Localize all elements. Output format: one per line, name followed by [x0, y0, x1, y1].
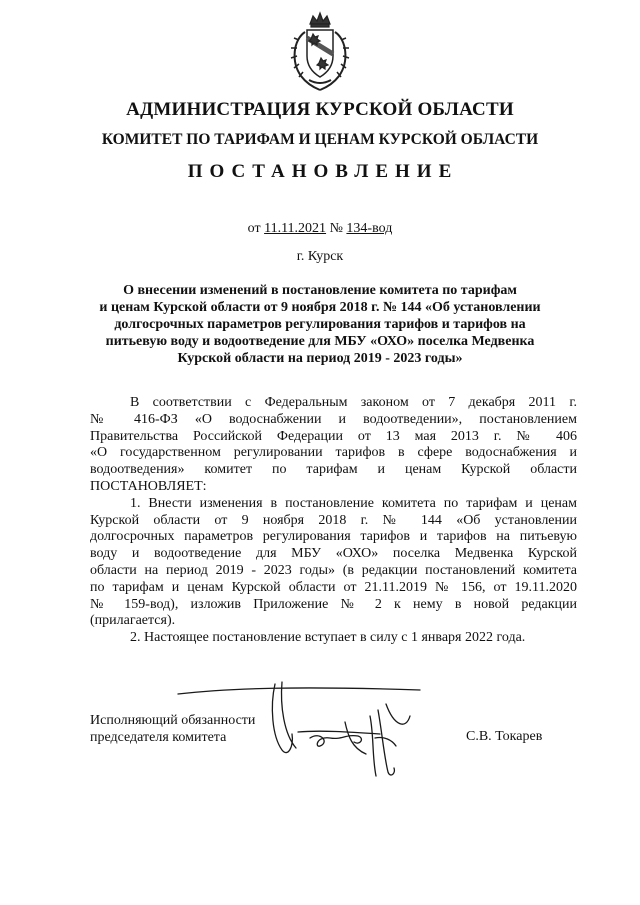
coat-of-arms-emblem	[285, 10, 355, 92]
body-line: долгосрочных параметров регулирования тарифов и тарифов на питьевую	[90, 529, 577, 545]
body-line: ПОСТАНОВЛЯЕТ:	[90, 478, 207, 494]
body-line: (прилагается).	[90, 613, 176, 629]
body-line: 1. Внести изменения в постановление комитета по тарифам и ценам	[130, 495, 577, 511]
body-line: В соответствии с Федеральным законом от 7 декабря 2011 г.	[130, 395, 577, 410]
body-line: водоотведения» комитет по тарифам и ценам Курской области	[90, 462, 577, 478]
body-line: № 159-вод), изложив Приложение № 2 к нему в новой редакции	[90, 596, 577, 612]
body-line: области на период 2019 - 2023 годы» (в редакции постановлений комитета	[90, 562, 577, 578]
body-line: воду и водоотведение для МБУ «ОХО» поселка Медвенка Курской	[90, 546, 577, 562]
document-type-heading: ПОСТАНОВЛЕНИЕ	[187, 161, 459, 182]
signatory-position-line: председателя комитета	[90, 730, 227, 745]
date-prefix: от	[247, 221, 261, 236]
body-line: «О государственном регулировании тарифов в сфере водоснабжения и	[90, 445, 577, 461]
document-date: 11.11.2021	[264, 221, 327, 236]
document-title	[80, 282, 560, 367]
city-line: г. Курск	[296, 249, 344, 264]
signatory-position	[90, 712, 255, 746]
title-line: Курской области на период 2019 - 2023 годы»	[177, 351, 463, 366]
organization-heading: АДМИНИСТРАЦИЯ КУРСКОЙ ОБЛАСТИ	[126, 99, 514, 120]
title-line: долгосрочных параметров регулирования тарифов и тарифов на	[114, 317, 526, 332]
title-line: О внесении изменений в постановление комитета по тарифам	[123, 283, 517, 298]
document-body	[90, 395, 577, 647]
body-line: № 416-ФЗ «О водоснабжении и водоотведении», постановлением	[90, 411, 577, 427]
date-and-number-line	[0, 221, 640, 237]
body-line: Правительства Российской Федерации от 13 мая 2013 г. № 406	[90, 428, 577, 444]
signatory-name: С.В. Токарев	[466, 729, 543, 744]
title-line: и ценам Курской области от 9 ноября 2018 г. № 144 «Об установлении	[99, 300, 541, 315]
body-line: по тарифам и ценам Курской области от 21.11.2019 № 156, от 19.11.2020	[90, 579, 577, 595]
title-line: питьевую воду и водоотведение для МБУ «ОХО» поселка Медвенка	[105, 334, 535, 349]
number-prefix: №	[329, 221, 343, 236]
committee-heading: КОМИТЕТ ПО ТАРИФАМ И ЦЕНАМ КУРСКОЙ ОБЛАСТИ	[101, 131, 539, 148]
body-line: Курской области от 9 ноября 2018 г. № 144 «Об установлении	[90, 512, 577, 528]
signatory-position-line: Исполняющий обязанности	[90, 713, 256, 728]
body-line: 2. Настоящее постановление вступает в силу с 1 января 2022 года.	[130, 630, 526, 646]
document-number: 134-вод	[346, 221, 393, 236]
